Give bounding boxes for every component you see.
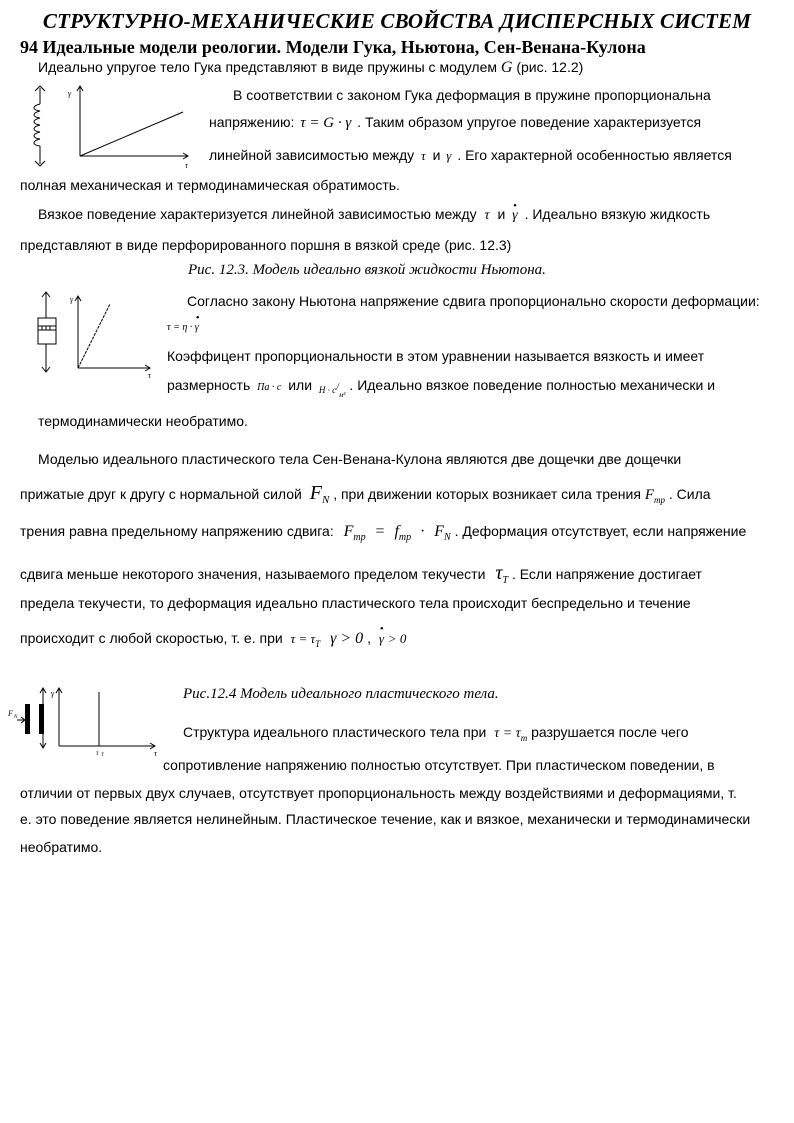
sv-text-6a: происходит с любой скоростью, т. е. при [20,630,283,646]
tau-symbol: τ [421,148,426,163]
unit-pa-s: Па · с [257,382,282,393]
hooke-intro-ref: (рис. 12.2) [516,59,584,75]
plastic-graph-x-label: τ [154,749,157,758]
plate-left [25,704,30,734]
fn-subscript: N [321,493,330,506]
hooke-text-line-4: полная механическая и термодинамическая обратимость. [20,177,400,193]
eq-dot: · [420,523,426,540]
plastic-graph [56,688,155,749]
sv-text-line-1: Моделью идеального пластического тела Сен-Венана-Кулона являются две дощечки две дощечки [38,451,682,467]
plastic-figure [5,686,165,764]
page-title: СТРУКТУРНО-МЕХАНИЧЕСКИЕ СВОЙСТВА ДИСПЕРСНЫХ СИСТЕМ [42,9,752,33]
hooke-text-line-1: В соответствии с законом Гука деформация в пружине пропорциональна [233,87,711,103]
cond-comma: , [367,630,371,646]
sv-p2-text-1b: разрушается после чего [531,724,689,740]
ftr-subscript: тр [654,494,665,505]
newton-text-line-2: представляют в виде перфорированного поршня в вязкой среде (рис. 12.3) [20,237,512,253]
sv-text-line-3 [20,522,746,547]
newton-text-line-3: Согласно закону Ньютона напряжение сдвига пропорционально скорости деформации: [187,293,760,309]
newton-formula [167,322,199,333]
sv-text-3a: трения равна предельному напряжению сдвига: [20,523,334,539]
sv-text-2c: . Сила [668,486,711,502]
sv-text-4a: сдвига меньше некоторого значения, называемого пределом текучести [20,566,486,582]
unit-n-s: Н · с [318,385,337,395]
p2-cond-sub: m [520,732,528,743]
sv-text-line-6 [20,629,406,653]
newton-text-5a: размерность [167,377,251,393]
sv-text-2a: прижатые друг к другу с нормальной силой [20,486,302,502]
hooke-intro [38,58,583,77]
fn-symbol: F [309,482,322,504]
sv-p2-line-5: необратимо. [20,839,103,855]
newton-graph-y-label: γ [70,295,74,304]
spring-diagram [34,86,45,166]
section-heading: 94 Идеальные модели реологии. Модели Гука, Ньютона, Сен-Венана-Кулона [20,37,646,57]
eq-fn: F [434,523,445,540]
hooke-intro-text: Идеально упругое тело Гука представляют в виде пружины с модулем [38,59,497,75]
eq-f-sub: тр [353,531,366,543]
plastic-force-label: F [8,709,13,718]
cond-gamma-dot-gt: > 0 [387,631,407,646]
hooke-text-3b: . Его характерной особенностью является [457,147,732,163]
eq-f-small: f [394,523,399,540]
eq-fn-sub: N [444,531,451,543]
newton-text-line-6: термодинамически необратимо. [38,413,248,429]
newton-text-1a: Вязкое поведение характеризуется линейной зависимостью между [38,206,477,222]
modulus-symbol: G [500,59,513,76]
cond-tau-sub: T [315,638,321,649]
figure-12-4-caption: Рис.12.4 Модель идеального пластического тела. [183,686,499,702]
gamma-dot-symbol: • γ [512,207,518,225]
hooke-graph-y-label: γ [68,89,72,98]
tau-t-subscript: T [502,574,509,586]
hooke-graph [77,86,188,159]
unit-m2: м² [338,391,346,399]
gamma-dot-symbol: • γ [195,322,199,333]
sv-text-4b: . Если напряжение достигает [511,566,702,582]
tau-t-symbol: τ [495,562,503,584]
sv-p2-line-1 [183,723,688,747]
gamma-symbol: γ [446,148,452,163]
eq-f-small-sub: тр [398,531,412,543]
tau-symbol: τ [484,208,490,223]
cond-tau: τ = τ [290,631,316,646]
hooke-text-2a: напряжению: [209,114,295,130]
hooke-text-2b: . Таким образом упругое поведение характеризуется [357,114,702,130]
newton-text-5b: . Идеально вязкое поведение полностью механически и [349,377,716,393]
newton-text-line-1 [38,205,710,225]
piston-diagram [38,292,56,372]
hooke-formula: τ = G · γ [300,115,352,131]
cond-gamma: γ > 0 [330,630,364,647]
and-word: и [497,206,506,222]
sv-text-line-5: предела текучести, то деформация идеально пластического тела происходит беспредельно и течение [20,595,691,611]
newton-text-1b: . Идеально вязкую жидкость [524,206,711,222]
sv-text-line-2 [20,484,711,509]
ftr-symbol: F [644,487,654,503]
sv-p2-line-2: сопротивление напряжению полностью отсутствует. При пластическом поведении, в [163,757,715,773]
sv-text-line-4 [20,564,702,590]
plastic-force-subscript: N [14,715,18,720]
hooke-graph-x-label: τ [185,161,188,170]
cond-gamma-dot: • γ [379,630,384,648]
sv-text-3b: . Деформация отсутствует, если напряжение [454,523,747,539]
hooke-text-line-2 [209,113,701,132]
newton-graph [75,296,150,371]
plastic-graph-y-label: γ [51,689,55,698]
plate-right [39,704,44,734]
eq-f: F [343,523,354,540]
newton-graph-x-label: τ [148,371,151,378]
newton-text-line-5: размерность Па · с или $_{Н \cdot с}/_{м^2}$ . Идеально вязкое поведение полностью механически и [167,377,716,399]
sv-p2-line-3: отличии от первых двух случаев, отсутствует пропорциональность между воздействиями и деформациями, т. [20,785,737,801]
and-word: и [432,147,441,163]
hooke-text-line-3 [209,146,732,165]
newton-figure [30,290,160,378]
or-word: или [288,377,313,393]
newton-text-line-4: Коэффицент пропорциональности в этом уравнении называется вязкость и имеет [167,348,705,364]
newton-formula-text: τ = η · [167,322,193,333]
plastic-graph-tick-sub: T [101,753,104,758]
p2-cond-tau: τ = τ [494,726,521,741]
plastic-graph-tick-tau: τ [96,749,99,757]
eq-equals: = [375,523,385,540]
sv-text-2b: , при движении которых возникает сила трения [333,486,641,502]
sv-p2-line-4: е. это поведение является нелинейным. Пластическое течение, как и вязкое, механически и термодинамически [20,811,751,827]
sv-p2-text-1a: Структура идеального пластического тела при [183,724,487,740]
hooke-figure [28,82,198,172]
hooke-text-3a: линейной зависимостью между [209,147,415,163]
figure-12-3-caption: Рис. 12.3. Модель идеально вязкой жидкости Ньютона. [188,262,546,278]
